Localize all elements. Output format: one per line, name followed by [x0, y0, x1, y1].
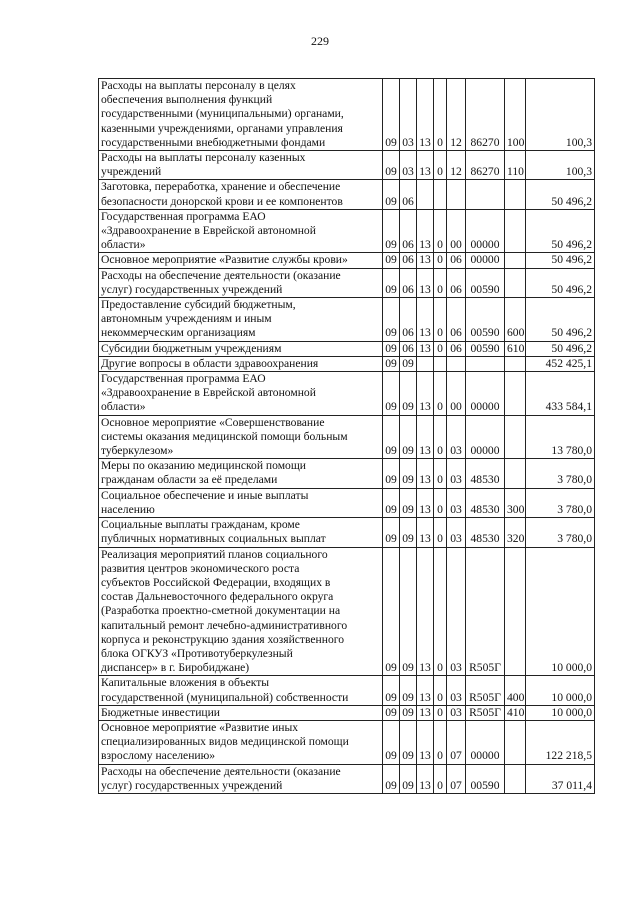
subsection-code: 09 — [400, 547, 417, 676]
activity-code: 03 — [447, 676, 466, 705]
direction-code: 00000 — [466, 372, 505, 416]
section-code: 09 — [383, 298, 400, 342]
table-row — [99, 180, 595, 209]
program-code: 13 — [417, 79, 434, 151]
row-name: Расходы на выплаты персоналу казенных учреждений — [99, 151, 383, 180]
section-code: 09 — [383, 720, 400, 764]
direction-code: 00000 — [466, 415, 505, 459]
row-name: Социальные выплаты гражданам, кроме публичных нормативных социальных выплат — [99, 518, 383, 547]
subsection-code: 09 — [400, 518, 417, 547]
row-name: Другие вопросы в области здравоохранения — [99, 356, 383, 371]
section-code: 09 — [383, 209, 400, 253]
table-row — [99, 268, 595, 297]
direction-code: R505Г — [466, 676, 505, 705]
program-code: 13 — [417, 209, 434, 253]
expense-type-code — [505, 253, 526, 268]
section-code: 09 — [383, 180, 400, 209]
direction-code: 48530 — [466, 459, 505, 488]
table-row — [99, 79, 595, 151]
row-name: Социальное обеспечение и иные выплаты населению — [99, 488, 383, 517]
subsection-code: 06 — [400, 209, 417, 253]
subsection-code: 06 — [400, 341, 417, 356]
subprogram-code: 0 — [434, 547, 447, 676]
direction-code — [466, 180, 505, 209]
program-code: 13 — [417, 253, 434, 268]
row-name: Расходы на выплаты персоналу в целях обеспечения выполнения функций государственными (муниципальными) органами, казенными учреждениями, органами управления государственными внебюджетными фондами — [99, 79, 383, 151]
program-code: 13 — [417, 720, 434, 764]
subsection-code: 09 — [400, 415, 417, 459]
row-name: Основное мероприятие «Совершенствование системы оказания медицинской помощи больным туберкулезом» — [99, 415, 383, 459]
subprogram-code: 0 — [434, 209, 447, 253]
program-code: 13 — [417, 547, 434, 676]
subsection-code: 03 — [400, 79, 417, 151]
table-row — [99, 356, 595, 371]
table-row — [99, 459, 595, 488]
section-code: 09 — [383, 518, 400, 547]
table-row — [99, 547, 595, 676]
row-name: Основное мероприятие «Развитие службы крови» — [99, 253, 383, 268]
row-name: Основное мероприятие «Развитие иных специализированных видов медицинской помощи взрослому населению» — [99, 720, 383, 764]
section-code: 09 — [383, 488, 400, 517]
amount: 50 496,2 — [526, 268, 595, 297]
direction-code: 00590 — [466, 298, 505, 342]
row-name: Предоставление субсидий бюджетным, автономным учреждениям и иным некоммерческим организациям — [99, 298, 383, 342]
budget-table-body — [99, 79, 595, 794]
table-row — [99, 720, 595, 764]
expense-type-code: 100 — [505, 79, 526, 151]
program-code: 13 — [417, 518, 434, 547]
activity-code — [447, 180, 466, 209]
subprogram-code: 0 — [434, 488, 447, 517]
subprogram-code: 0 — [434, 705, 447, 720]
subprogram-code: 0 — [434, 151, 447, 180]
expense-type-code — [505, 415, 526, 459]
program-code: 13 — [417, 268, 434, 297]
amount: 3 780,0 — [526, 459, 595, 488]
program-code — [417, 180, 434, 209]
expense-type-code — [505, 547, 526, 676]
direction-code: 48530 — [466, 488, 505, 517]
activity-code: 03 — [447, 518, 466, 547]
subsection-code: 09 — [400, 488, 417, 517]
subprogram-code: 0 — [434, 764, 447, 793]
section-code: 09 — [383, 268, 400, 297]
table-row — [99, 341, 595, 356]
amount: 50 496,2 — [526, 253, 595, 268]
table-row — [99, 488, 595, 517]
section-code: 09 — [383, 356, 400, 371]
subsection-code: 06 — [400, 268, 417, 297]
subsection-code: 09 — [400, 764, 417, 793]
expense-type-code — [505, 459, 526, 488]
table-row — [99, 151, 595, 180]
subsection-code: 06 — [400, 180, 417, 209]
budget-table — [98, 78, 595, 794]
row-name: Расходы на обеспечение деятельности (оказание услуг) государственных учреждений — [99, 764, 383, 793]
section-code: 09 — [383, 676, 400, 705]
amount: 10 000,0 — [526, 547, 595, 676]
direction-code: 86270 — [466, 151, 505, 180]
program-code: 13 — [417, 676, 434, 705]
amount: 50 496,2 — [526, 341, 595, 356]
row-name: Меры по оказанию медицинской помощи гражданам области за её пределами — [99, 459, 383, 488]
direction-code: 00000 — [466, 209, 505, 253]
program-code: 13 — [417, 341, 434, 356]
section-code: 09 — [383, 547, 400, 676]
direction-code: R505Г — [466, 547, 505, 676]
expense-type-code: 320 — [505, 518, 526, 547]
expense-type-code: 400 — [505, 676, 526, 705]
expense-type-code: 600 — [505, 298, 526, 342]
amount: 3 780,0 — [526, 488, 595, 517]
activity-code: 06 — [447, 253, 466, 268]
section-code: 09 — [383, 705, 400, 720]
expense-type-code — [505, 764, 526, 793]
activity-code: 03 — [447, 705, 466, 720]
direction-code: 00000 — [466, 253, 505, 268]
program-code: 13 — [417, 764, 434, 793]
activity-code: 06 — [447, 268, 466, 297]
subprogram-code: 0 — [434, 341, 447, 356]
program-code: 13 — [417, 415, 434, 459]
subsection-code: 09 — [400, 459, 417, 488]
expense-type-code: 610 — [505, 341, 526, 356]
activity-code: 07 — [447, 764, 466, 793]
section-code: 09 — [383, 372, 400, 416]
activity-code: 03 — [447, 488, 466, 517]
activity-code: 12 — [447, 151, 466, 180]
expense-type-code — [505, 720, 526, 764]
table-row — [99, 518, 595, 547]
activity-code: 00 — [447, 209, 466, 253]
section-code: 09 — [383, 415, 400, 459]
expense-type-code: 300 — [505, 488, 526, 517]
activity-code: 07 — [447, 720, 466, 764]
activity-code: 00 — [447, 372, 466, 416]
subprogram-code: 0 — [434, 372, 447, 416]
amount: 37 011,4 — [526, 764, 595, 793]
program-code: 13 — [417, 459, 434, 488]
activity-code: 03 — [447, 547, 466, 676]
direction-code: R505Г — [466, 705, 505, 720]
expense-type-code: 110 — [505, 151, 526, 180]
subsection-code: 03 — [400, 151, 417, 180]
section-code: 09 — [383, 151, 400, 180]
amount: 50 496,2 — [526, 180, 595, 209]
section-code: 09 — [383, 764, 400, 793]
expense-type-code: 410 — [505, 705, 526, 720]
subsection-code: 06 — [400, 298, 417, 342]
subprogram-code: 0 — [434, 253, 447, 268]
amount: 13 780,0 — [526, 415, 595, 459]
direction-code — [466, 356, 505, 371]
section-code: 09 — [383, 79, 400, 151]
section-code: 09 — [383, 459, 400, 488]
amount: 10 000,0 — [526, 676, 595, 705]
activity-code: 12 — [447, 79, 466, 151]
row-name: Заготовка, переработка, хранение и обеспечение безопасности донорской крови и ее компонентов — [99, 180, 383, 209]
program-code: 13 — [417, 151, 434, 180]
subsection-code: 09 — [400, 356, 417, 371]
program-code: 13 — [417, 298, 434, 342]
subprogram-code: 0 — [434, 720, 447, 764]
direction-code: 00590 — [466, 341, 505, 356]
amount: 100,3 — [526, 151, 595, 180]
table-row — [99, 764, 595, 793]
activity-code: 06 — [447, 341, 466, 356]
activity-code: 06 — [447, 298, 466, 342]
row-name: Субсидии бюджетным учреждениям — [99, 341, 383, 356]
expense-type-code — [505, 268, 526, 297]
subprogram-code: 0 — [434, 518, 447, 547]
amount: 452 425,1 — [526, 356, 595, 371]
subprogram-code: 0 — [434, 79, 447, 151]
program-code: 13 — [417, 705, 434, 720]
program-code — [417, 356, 434, 371]
section-code: 09 — [383, 253, 400, 268]
subsection-code: 09 — [400, 720, 417, 764]
subprogram-code: 0 — [434, 268, 447, 297]
row-name: Реализация мероприятий планов социального развития центров экономического роста субъектов Российской Федерации, входящих в состав Дальневосточного федерального округа (Разработка проектно-сметной документации на капитальный ремонт лечебно-административного корпуса и реконструкцию здания хозяйственного блока ОГКУЗ «Противотуберкулезный диспансер» в г. Биробиджане) — [99, 547, 383, 676]
activity-code — [447, 356, 466, 371]
amount: 10 000,0 — [526, 705, 595, 720]
table-row — [99, 298, 595, 342]
activity-code: 03 — [447, 459, 466, 488]
direction-code: 86270 — [466, 79, 505, 151]
activity-code: 03 — [447, 415, 466, 459]
row-name: Расходы на обеспечение деятельности (оказание услуг) государственных учреждений — [99, 268, 383, 297]
expense-type-code — [505, 209, 526, 253]
row-name: Государственная программа ЕАО «Здравоохранение в Еврейской автономной области» — [99, 209, 383, 253]
table-row — [99, 253, 595, 268]
page-number: 229 — [311, 34, 329, 48]
subsection-code: 09 — [400, 676, 417, 705]
direction-code: 00000 — [466, 720, 505, 764]
program-code: 13 — [417, 488, 434, 517]
subprogram-code — [434, 180, 447, 209]
subprogram-code: 0 — [434, 298, 447, 342]
subsection-code: 09 — [400, 372, 417, 416]
direction-code: 00590 — [466, 764, 505, 793]
subprogram-code — [434, 356, 447, 371]
expense-type-code — [505, 356, 526, 371]
amount: 100,3 — [526, 79, 595, 151]
program-code: 13 — [417, 372, 434, 416]
row-name: Государственная программа ЕАО «Здравоохранение в Еврейской автономной области» — [99, 372, 383, 416]
subsection-code: 09 — [400, 705, 417, 720]
direction-code: 48530 — [466, 518, 505, 547]
subsection-code: 06 — [400, 253, 417, 268]
section-code: 09 — [383, 341, 400, 356]
amount: 50 496,2 — [526, 209, 595, 253]
table-row — [99, 415, 595, 459]
amount: 433 584,1 — [526, 372, 595, 416]
expense-type-code — [505, 180, 526, 209]
direction-code: 00590 — [466, 268, 505, 297]
table-row — [99, 372, 595, 416]
table-row — [99, 705, 595, 720]
table-row — [99, 676, 595, 705]
row-name: Капитальные вложения в объекты государственной (муниципальной) собственности — [99, 676, 383, 705]
amount: 122 218,5 — [526, 720, 595, 764]
expense-type-code — [505, 372, 526, 416]
subprogram-code: 0 — [434, 459, 447, 488]
row-name: Бюджетные инвестиции — [99, 705, 383, 720]
amount: 50 496,2 — [526, 298, 595, 342]
table-row — [99, 209, 595, 253]
subprogram-code: 0 — [434, 676, 447, 705]
subprogram-code: 0 — [434, 415, 447, 459]
amount: 3 780,0 — [526, 518, 595, 547]
